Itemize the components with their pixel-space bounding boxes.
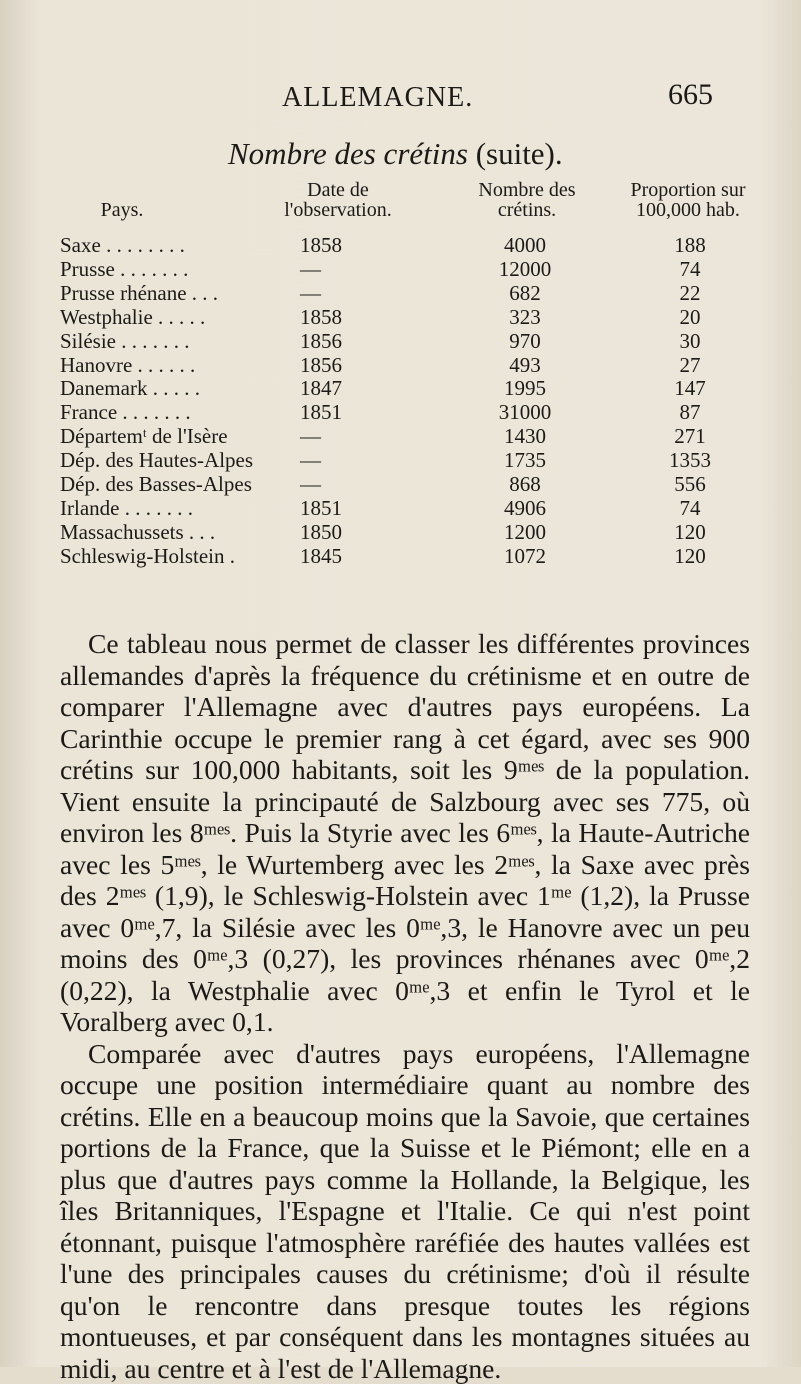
row-name-cell: Danemark . . . . . — [60, 377, 300, 401]
row-year-cell: 1845 — [300, 545, 440, 569]
row-name-cell: France . . . . . . . — [60, 401, 300, 425]
table-column-headers — [0, 180, 801, 220]
row-count-cell: 4906 — [440, 497, 610, 521]
paragraph: Comparée avec d'autres pays européens, l'Allemagne occupe une position intermédiaire quant au nombre des crétins. Elle en a beaucoup moins que la Savoie, que certaines portions de la France, que la Suisse et le Piémont; elle en a plus que d'autres pays comme la Hollande, la Belgique, les îles Britanniques, l'Espagne et l'Italie. Ce qui n'est point étonnant, puisque l'atmosphère raréfiée des hautes vallées est l'une des principales causes du crétinisme; d'où il résulte qu'on le rencontre dans presque toutes les régions montueuses, et par conséquent dans les montagnes situées au midi, au centre et à l'est de l'Allemagne. — [60, 1038, 750, 1384]
row-count-cell: 1995 — [440, 377, 610, 401]
row-proportion-cell: 74 — [610, 497, 770, 521]
row-year-cell: — — [300, 473, 440, 497]
column-header-proportion: Proportion sur 100,000 hab. — [598, 180, 778, 220]
row-proportion-cell: 147 — [610, 377, 770, 401]
row-count-cell: 1072 — [440, 545, 610, 569]
row-name-cell: Schleswig-Holstein . — [60, 545, 300, 569]
running-head-title: ALLEMAGNE. — [282, 82, 473, 114]
table-row — [60, 354, 770, 378]
row-count-cell: 4000 — [440, 234, 610, 258]
row-year-cell: 1858 — [300, 306, 440, 330]
row-proportion-cell: 27 — [610, 354, 770, 378]
table-title — [228, 136, 563, 172]
row-count-cell: 31000 — [440, 401, 610, 425]
row-year-cell: 1847 — [300, 377, 440, 401]
row-year-cell: 1851 — [300, 401, 440, 425]
cretins-table — [60, 234, 770, 569]
table-row — [60, 282, 770, 306]
row-year-cell: 1858 — [300, 234, 440, 258]
row-count-cell: 682 — [440, 282, 610, 306]
row-year-cell: — — [300, 282, 440, 306]
row-name-cell: Irlande . . . . . . . — [60, 497, 300, 521]
row-proportion-cell: 188 — [610, 234, 770, 258]
row-count-cell: 1430 — [440, 425, 610, 449]
paragraph: Ce tableau nous permet de classer les différentes provinces allemandes d'après la fréquence du crétinisme et en outre de comparer l'Allemagne avec d'autres pays européens. La Carinthie occupe le premier rang à cet égard, avec ses 900 crétins sur 100,000 habitants, soit les 9ᵐᵉˢ de la population. Vient ensuite la principauté de Salzbourg avec ses 775, où environ les 8ᵐᵉˢ. Puis la Styrie avec les 6ᵐᵉˢ, la Haute-Autriche avec les 5ᵐᵉˢ, le Wurtemberg avec les 2ᵐᵉˢ, la Saxe avec près des 2ᵐᵉˢ (1,9), le Schleswig-Holstein avec 1ᵐᵉ (1,2), la Prusse avec 0ᵐᵉ,7, la Silésie avec les 0ᵐᵉ,3, le Hanovre avec un peu moins des 0ᵐᵉ,3 (0,27), les provinces rhénanes avec 0ᵐᵉ,2 (0,22), la Westphalie avec 0ᵐᵉ,3 et enfin le Tyrol et le Voralberg avec 0,1. — [60, 628, 750, 1038]
row-year-cell: 1851 — [300, 497, 440, 521]
row-count-cell: 970 — [440, 330, 610, 354]
table-row — [60, 330, 770, 354]
row-year-cell: 1850 — [300, 521, 440, 545]
row-name-cell: Départemᵗ de l'Isère — [60, 425, 300, 449]
row-name-cell: Dép. des Basses-Alpes — [60, 473, 300, 497]
table-row — [60, 425, 770, 449]
table-row — [60, 401, 770, 425]
row-name-cell: Dép. des Hautes-Alpes — [60, 449, 300, 473]
row-year-cell: 1856 — [300, 330, 440, 354]
body-text — [60, 628, 750, 1384]
column-header-pays: Pays. — [62, 200, 182, 220]
table-title-suffix: (suite). — [468, 136, 563, 171]
table-row — [60, 377, 770, 401]
row-name-cell: Prusse rhénane . . . — [60, 282, 300, 306]
column-header-date: Date de l'observation. — [248, 180, 428, 220]
row-proportion-cell: 1353 — [610, 449, 770, 473]
page-number: 665 — [668, 78, 713, 112]
row-name-cell: Westphalie . . . . . — [60, 306, 300, 330]
row-count-cell: 868 — [440, 473, 610, 497]
table-row — [60, 306, 770, 330]
row-year-cell: — — [300, 449, 440, 473]
table-body — [60, 234, 770, 569]
row-proportion-cell: 22 — [610, 282, 770, 306]
column-header-nombre: Nombre des crétins. — [442, 180, 612, 220]
row-proportion-cell: 556 — [610, 473, 770, 497]
table-row — [60, 497, 770, 521]
table-row — [60, 545, 770, 569]
table-row — [60, 473, 770, 497]
row-count-cell: 1735 — [440, 449, 610, 473]
row-name-cell: Saxe . . . . . . . . — [60, 234, 300, 258]
row-proportion-cell: 271 — [610, 425, 770, 449]
row-count-cell: 323 — [440, 306, 610, 330]
row-name-cell: Silésie . . . . . . . — [60, 330, 300, 354]
table-row — [60, 449, 770, 473]
row-name-cell: Massachussets . . . — [60, 521, 300, 545]
table-row — [60, 258, 770, 282]
row-year-cell: — — [300, 258, 440, 282]
row-proportion-cell: 87 — [610, 401, 770, 425]
table-row — [60, 234, 770, 258]
table-row — [60, 521, 770, 545]
row-proportion-cell: 74 — [610, 258, 770, 282]
row-count-cell: 1200 — [440, 521, 610, 545]
table-title-italic: Nombre des crétins — [228, 136, 468, 171]
row-year-cell: 1856 — [300, 354, 440, 378]
row-proportion-cell: 120 — [610, 545, 770, 569]
row-proportion-cell: 20 — [610, 306, 770, 330]
row-count-cell: 493 — [440, 354, 610, 378]
row-proportion-cell: 30 — [610, 330, 770, 354]
row-name-cell: Hanovre . . . . . . — [60, 354, 300, 378]
row-year-cell: — — [300, 425, 440, 449]
row-name-cell: Prusse . . . . . . . — [60, 258, 300, 282]
row-count-cell: 12000 — [440, 258, 610, 282]
row-proportion-cell: 120 — [610, 521, 770, 545]
running-head — [0, 82, 801, 118]
